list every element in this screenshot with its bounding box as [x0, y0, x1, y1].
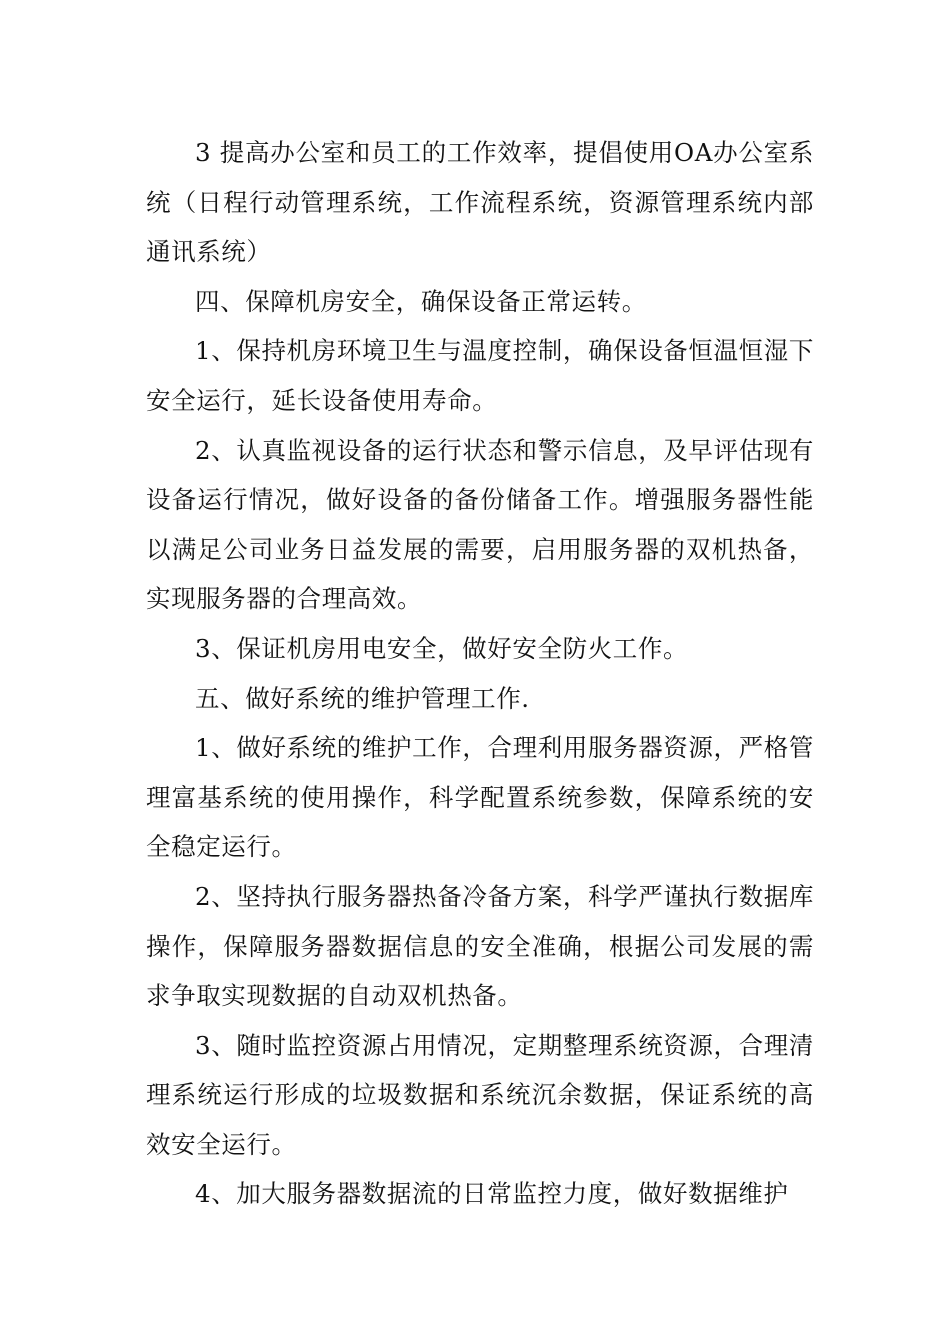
- document-body: [146, 128, 814, 1219]
- paragraph-system-maintenance: 1、做好系统的维护工作，合理利用服务器资源，严格管理富基系统的使用操作，科学配置系统参数，保障系统的安全稳定运行。: [146, 733, 814, 862]
- heading-section-four: 四、保障机房安全，确保设备正常运转。: [195, 286, 647, 316]
- paragraph-dataflow-monitoring: 4、加大服务器数据流的日常监控力度，做好数据维护: [195, 1179, 789, 1209]
- heading-section-five: 五、做好系统的维护管理工作.: [195, 683, 530, 713]
- paragraph-power-safety: 3、保证机房用电安全，做好安全防火工作。: [195, 633, 689, 663]
- paragraph-oa-system: 3 提高办公室和员工的工作效率，提倡使用OA办公室系统（日程行动管理系统，工作流程系统，资源管理系统内部通讯系统）: [146, 138, 814, 267]
- paragraph-device-monitoring: 2、认真监视设备的运行状态和警示信息，及早评估现有设备运行情况，做好设备的备份储备工作。增强服务器性能以满足公司业务日益发展的需要，启用服务器的双机热备，实现服务器的合理高效。: [146, 435, 814, 614]
- paragraph-room-environment: 1、保持机房环境卫生与温度控制，确保设备恒温恒湿下安全运行，延长设备使用寿命。: [146, 336, 814, 415]
- paragraph-backup-plan: 2、坚持执行服务器热备冷备方案，科学严谨执行数据库操作，保障服务器数据信息的安全准确，根据公司发展的需求争取实现数据的自动双机热备。: [146, 881, 814, 1011]
- paragraph-resource-monitoring: 3、随时监控资源占用情况，定期整理系统资源，合理清理系统运行形成的垃圾数据和系统沉余数据，保证系统的高效安全运行。: [146, 1030, 814, 1159]
